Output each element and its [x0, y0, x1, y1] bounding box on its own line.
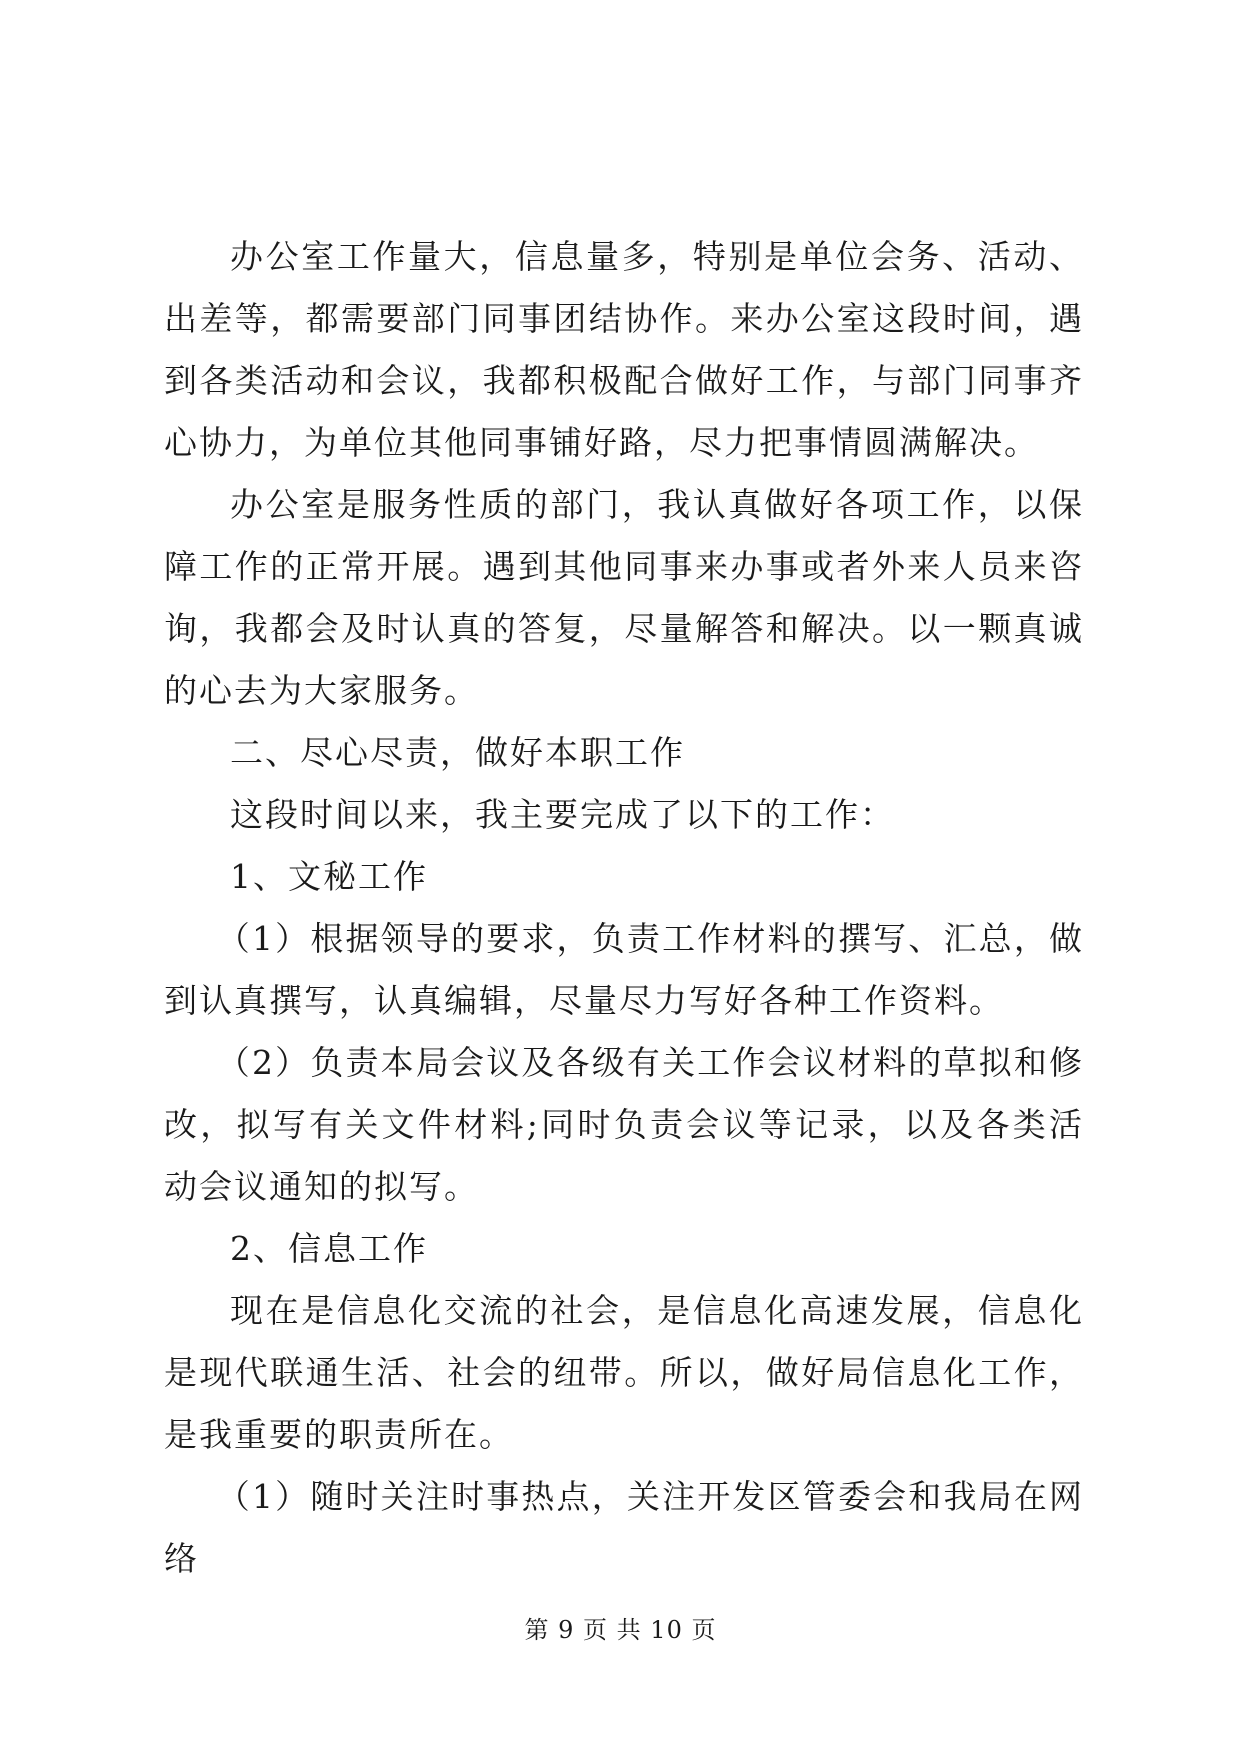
document-body: [164, 226, 1084, 1590]
section-heading-duties: 二、尽心尽责，做好本职工作: [230, 733, 685, 772]
list-item-secretarial-2: （2）负责本局会议及各级有关工作会议材料的草拟和修改，拟写有关文件材料;同时负责会议等记录，以及各类活动会议通知的拟写。: [164, 1043, 1084, 1206]
paragraph-work-intro: 这段时间以来，我主要完成了以下的工作：: [230, 795, 895, 834]
subheading-information: 2、信息工作: [230, 1229, 428, 1268]
list-item-information-1: （1）随时关注时事热点，关注开发区管委会和我局在网络: [164, 1477, 1084, 1578]
list-item-secretarial-1: （1）根据领导的要求，负责工作材料的撰写、汇总，做到认真撰写，认真编辑，尽量尽力写好各种工作资料。: [164, 919, 1084, 1020]
paragraph-office-teamwork: 办公室工作量大，信息量多，特别是单位会务、活动、出差等，都需要部门同事团结协作。来办公室这段时间，遇到各类活动和会议，我都积极配合做好工作，与部门同事齐心协力，为单位其他同事铺好路，尽力把事情圆满解决。: [164, 237, 1084, 462]
paragraph-information: 现在是信息化交流的社会，是信息化高速发展，信息化是现代联通生活、社会的纽带。所以，做好局信息化工作，是我重要的职责所在。: [164, 1291, 1084, 1454]
page-number-footer: 第 9 页 共 10 页: [524, 1616, 717, 1644]
paragraph-office-service: 办公室是服务性质的部门，我认真做好各项工作，以保障工作的正常开展。遇到其他同事来办事或者外来人员来咨询，我都会及时认真的答复，尽量解答和解决。以一颗真诚的心去为大家服务。: [164, 485, 1084, 710]
subheading-secretarial: 1、文秘工作: [230, 857, 428, 896]
